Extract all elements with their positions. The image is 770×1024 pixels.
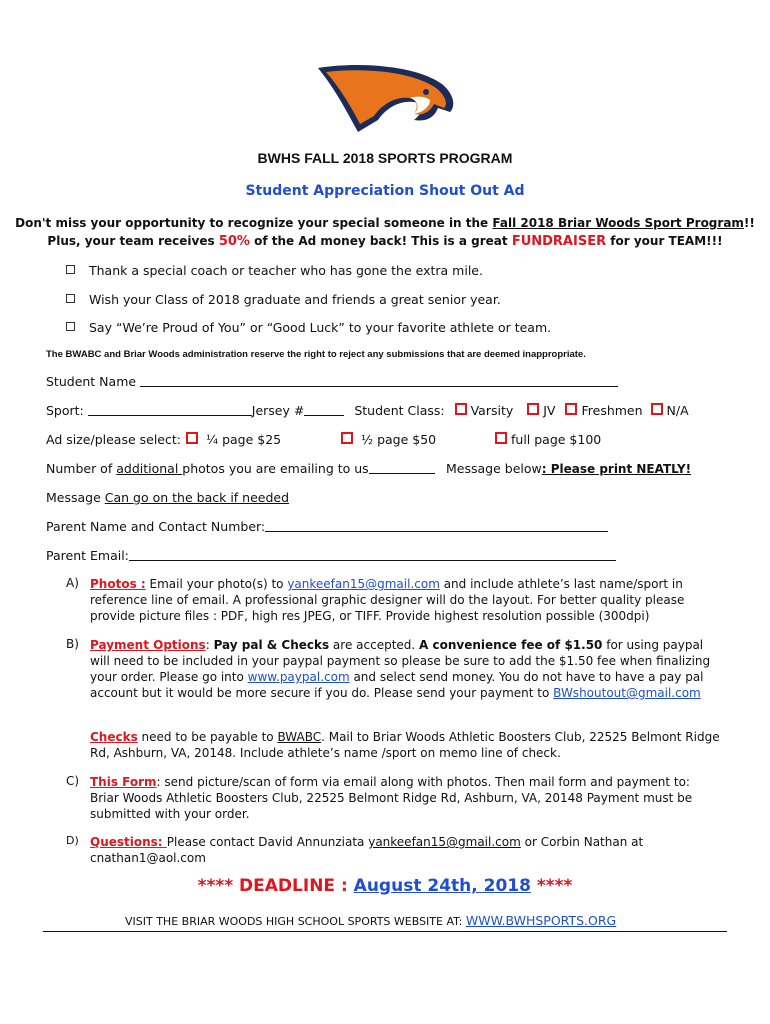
sport-label: Sport: <box>46 403 84 418</box>
footer-visit <box>125 913 616 928</box>
ad-size-label: Ad size/please select: <box>46 432 181 447</box>
jersey-field[interactable] <box>304 403 344 416</box>
section-text: and select send money. You do not have to have a pay pal account but it would be more secure if you do. Please send your payment to <box>90 670 704 700</box>
section-title: Checks <box>90 730 138 744</box>
section-checks <box>90 729 726 761</box>
checkbox-icon[interactable] <box>66 322 75 331</box>
student-class-label: Student Class: <box>354 403 445 418</box>
percent-highlight: 50% <box>218 234 250 249</box>
program-name: Fall 2018 Briar Woods Sport Program <box>492 216 744 230</box>
section-questions <box>90 834 690 866</box>
jersey-label: Jersey # <box>251 403 305 418</box>
email-link[interactable]: yankeefan15@gmail.com <box>287 577 440 591</box>
section-text: for using paypal will need to be included in your paypal payment so please be sure to add the $1.50 fee when finalizing your order. Please go into <box>90 638 711 684</box>
parent-name-row <box>46 519 608 534</box>
photos-label: photos you are emailing to us <box>182 461 369 476</box>
option-label: Say “We’re Proud of You” or “Good Luck” to your favorite athlete or team. <box>89 320 552 335</box>
sport-field[interactable] <box>88 403 252 416</box>
section-title: Questions: <box>90 835 167 849</box>
print-neatly-note: : Please print NEATLY! <box>541 462 692 476</box>
section-d-marker: D) <box>66 834 79 847</box>
eagle-logo <box>314 62 458 134</box>
page-title: BWHS FALL 2018 SPORTS PROGRAM <box>257 150 513 166</box>
section-text: need to be payable to <box>137 730 278 744</box>
size-option-full[interactable] <box>495 432 601 447</box>
payee-name: BWABC <box>277 730 322 744</box>
checkbox-icon[interactable] <box>66 294 75 303</box>
parent-email-label: Parent Email: <box>46 548 129 563</box>
footer-text: VISIT THE BRIAR WOODS HIGH SCHOOL SPORTS WEBSITE AT: <box>125 915 466 928</box>
student-name-label: Student Name <box>46 374 137 389</box>
section-title: This Form <box>90 775 157 789</box>
size-option-half[interactable] <box>341 432 436 447</box>
photos-row <box>46 461 435 476</box>
checkbox-icon[interactable] <box>341 432 353 444</box>
photos-label-emph: additional <box>116 461 183 476</box>
disclaimer: The BWABC and Briar Woods administration reserve the right to reject any submissions that are deemed inappropriate. <box>46 349 586 360</box>
section-text: and include athlete’s last name/sport in reference line of email. A professional graphic designer will do the layout. For better quality please provide picture files : PDF, high res JPEG, or TIFF. Provide highest resolution possible (300dpi) <box>90 577 685 623</box>
section-c-marker: C) <box>66 774 80 788</box>
message-hint: Can go on the back if needed <box>104 490 290 505</box>
fundraiser-highlight: FUNDRAISER <box>511 234 607 249</box>
section-text: Please contact David Annunziata <box>166 835 369 849</box>
intro-text: Don't miss your opportunity to recognize your special someone in the <box>15 216 493 230</box>
photos-label: Number of <box>46 461 117 476</box>
email-link[interactable]: BWshoutout@gmail.com <box>553 686 701 700</box>
intro-text: for your TEAM!!! <box>606 234 723 248</box>
sport-row <box>46 403 689 418</box>
student-name-field[interactable] <box>140 374 618 387</box>
footer-divider <box>43 931 727 932</box>
message-row <box>46 490 601 505</box>
message-field[interactable] <box>105 490 601 505</box>
section-text: Email your photo(s) to <box>145 577 288 591</box>
message-label: Message <box>46 490 105 505</box>
class-label: Varsity <box>470 403 514 418</box>
checkbox-icon[interactable] <box>186 432 198 444</box>
size-label: ¼ page $25 <box>205 432 282 447</box>
section-photos <box>90 576 710 624</box>
class-option-na[interactable] <box>651 403 689 418</box>
class-option-jv[interactable] <box>527 403 555 418</box>
intro-line-2 <box>0 234 770 249</box>
parent-email-row <box>46 548 616 563</box>
parent-name-field[interactable] <box>265 519 608 532</box>
email-link[interactable]: yankeefan15@gmail.com <box>368 835 521 849</box>
section-text: : send picture/scan of form via email along with photos. Then mail form and payment to: Briar Woods Athletic Boosters Club, 22525 Belmont Ridge Rd, Ashburn, VA, 20148 Payment must be submitted with your order. <box>90 775 693 821</box>
section-title: Photos : <box>90 577 146 591</box>
class-label: Freshmen <box>581 403 643 418</box>
section-text: or Corbin Nathan at cnathan1@aol.com <box>90 835 644 865</box>
checkbox-icon[interactable] <box>495 432 507 444</box>
payment-methods: Pay pal & Checks <box>213 638 330 652</box>
section-text: . Mail to Briar Woods Athletic Boosters Club, 22525 Belmont Ridge Rd, Ashburn, VA, 20148. Include athlete’s name /sport on memo line of check. <box>90 730 720 760</box>
deadline-date: August 24th, 2018 <box>353 876 531 896</box>
option-item[interactable] <box>66 292 501 307</box>
class-label: N/A <box>666 403 689 418</box>
class-option-freshmen[interactable] <box>565 403 642 418</box>
student-name-row <box>46 374 618 389</box>
intro-text: !! <box>743 216 755 230</box>
checkbox-icon[interactable] <box>455 403 467 415</box>
size-label: full page $100 <box>511 432 602 447</box>
intro-text: of the Ad money back! This is a great <box>249 234 512 248</box>
deadline-suffix: **** <box>530 876 573 896</box>
intro-text: Plus, your team receives <box>47 234 219 248</box>
message-below-label: Message below <box>446 461 542 476</box>
page-subtitle: Student Appreciation Shout Out Ad <box>245 183 525 199</box>
deadline <box>0 876 770 896</box>
class-option-varsity[interactable] <box>455 403 514 418</box>
checkbox-icon[interactable] <box>527 403 539 415</box>
parent-name-label: Parent Name and Contact Number: <box>46 519 266 534</box>
size-option-quarter[interactable] <box>186 432 281 447</box>
deadline-prefix: **** DEADLINE : <box>197 876 354 896</box>
paypal-link[interactable]: www.paypal.com <box>247 670 350 684</box>
section-text: : <box>205 638 214 652</box>
option-item[interactable] <box>66 320 551 335</box>
intro-line-1 <box>0 216 770 230</box>
section-form <box>90 774 722 822</box>
message-below-note <box>446 461 691 476</box>
parent-email-field[interactable] <box>129 548 616 561</box>
class-label: JV <box>543 403 556 418</box>
checkbox-icon[interactable] <box>651 403 663 415</box>
section-title: Payment Options <box>90 638 206 652</box>
section-b-marker: B) <box>66 637 79 651</box>
size-label: ½ page $50 <box>360 432 437 447</box>
option-label: Wish your Class of 2018 graduate and friends a great senior year. <box>89 292 501 307</box>
photos-count-field[interactable] <box>369 461 435 474</box>
convenience-fee: A convenience fee of $1.50 <box>419 638 603 652</box>
section-payment <box>90 637 718 701</box>
section-text: are accepted. <box>329 638 420 652</box>
option-label: Thank a special coach or teacher who has gone the extra mile. <box>89 263 483 278</box>
option-item[interactable] <box>66 263 483 278</box>
checkbox-icon[interactable] <box>66 265 75 274</box>
website-link[interactable]: WWW.BWHSPORTS.ORG <box>465 913 617 928</box>
checkbox-icon[interactable] <box>565 403 577 415</box>
section-a-marker: A) <box>66 576 79 590</box>
